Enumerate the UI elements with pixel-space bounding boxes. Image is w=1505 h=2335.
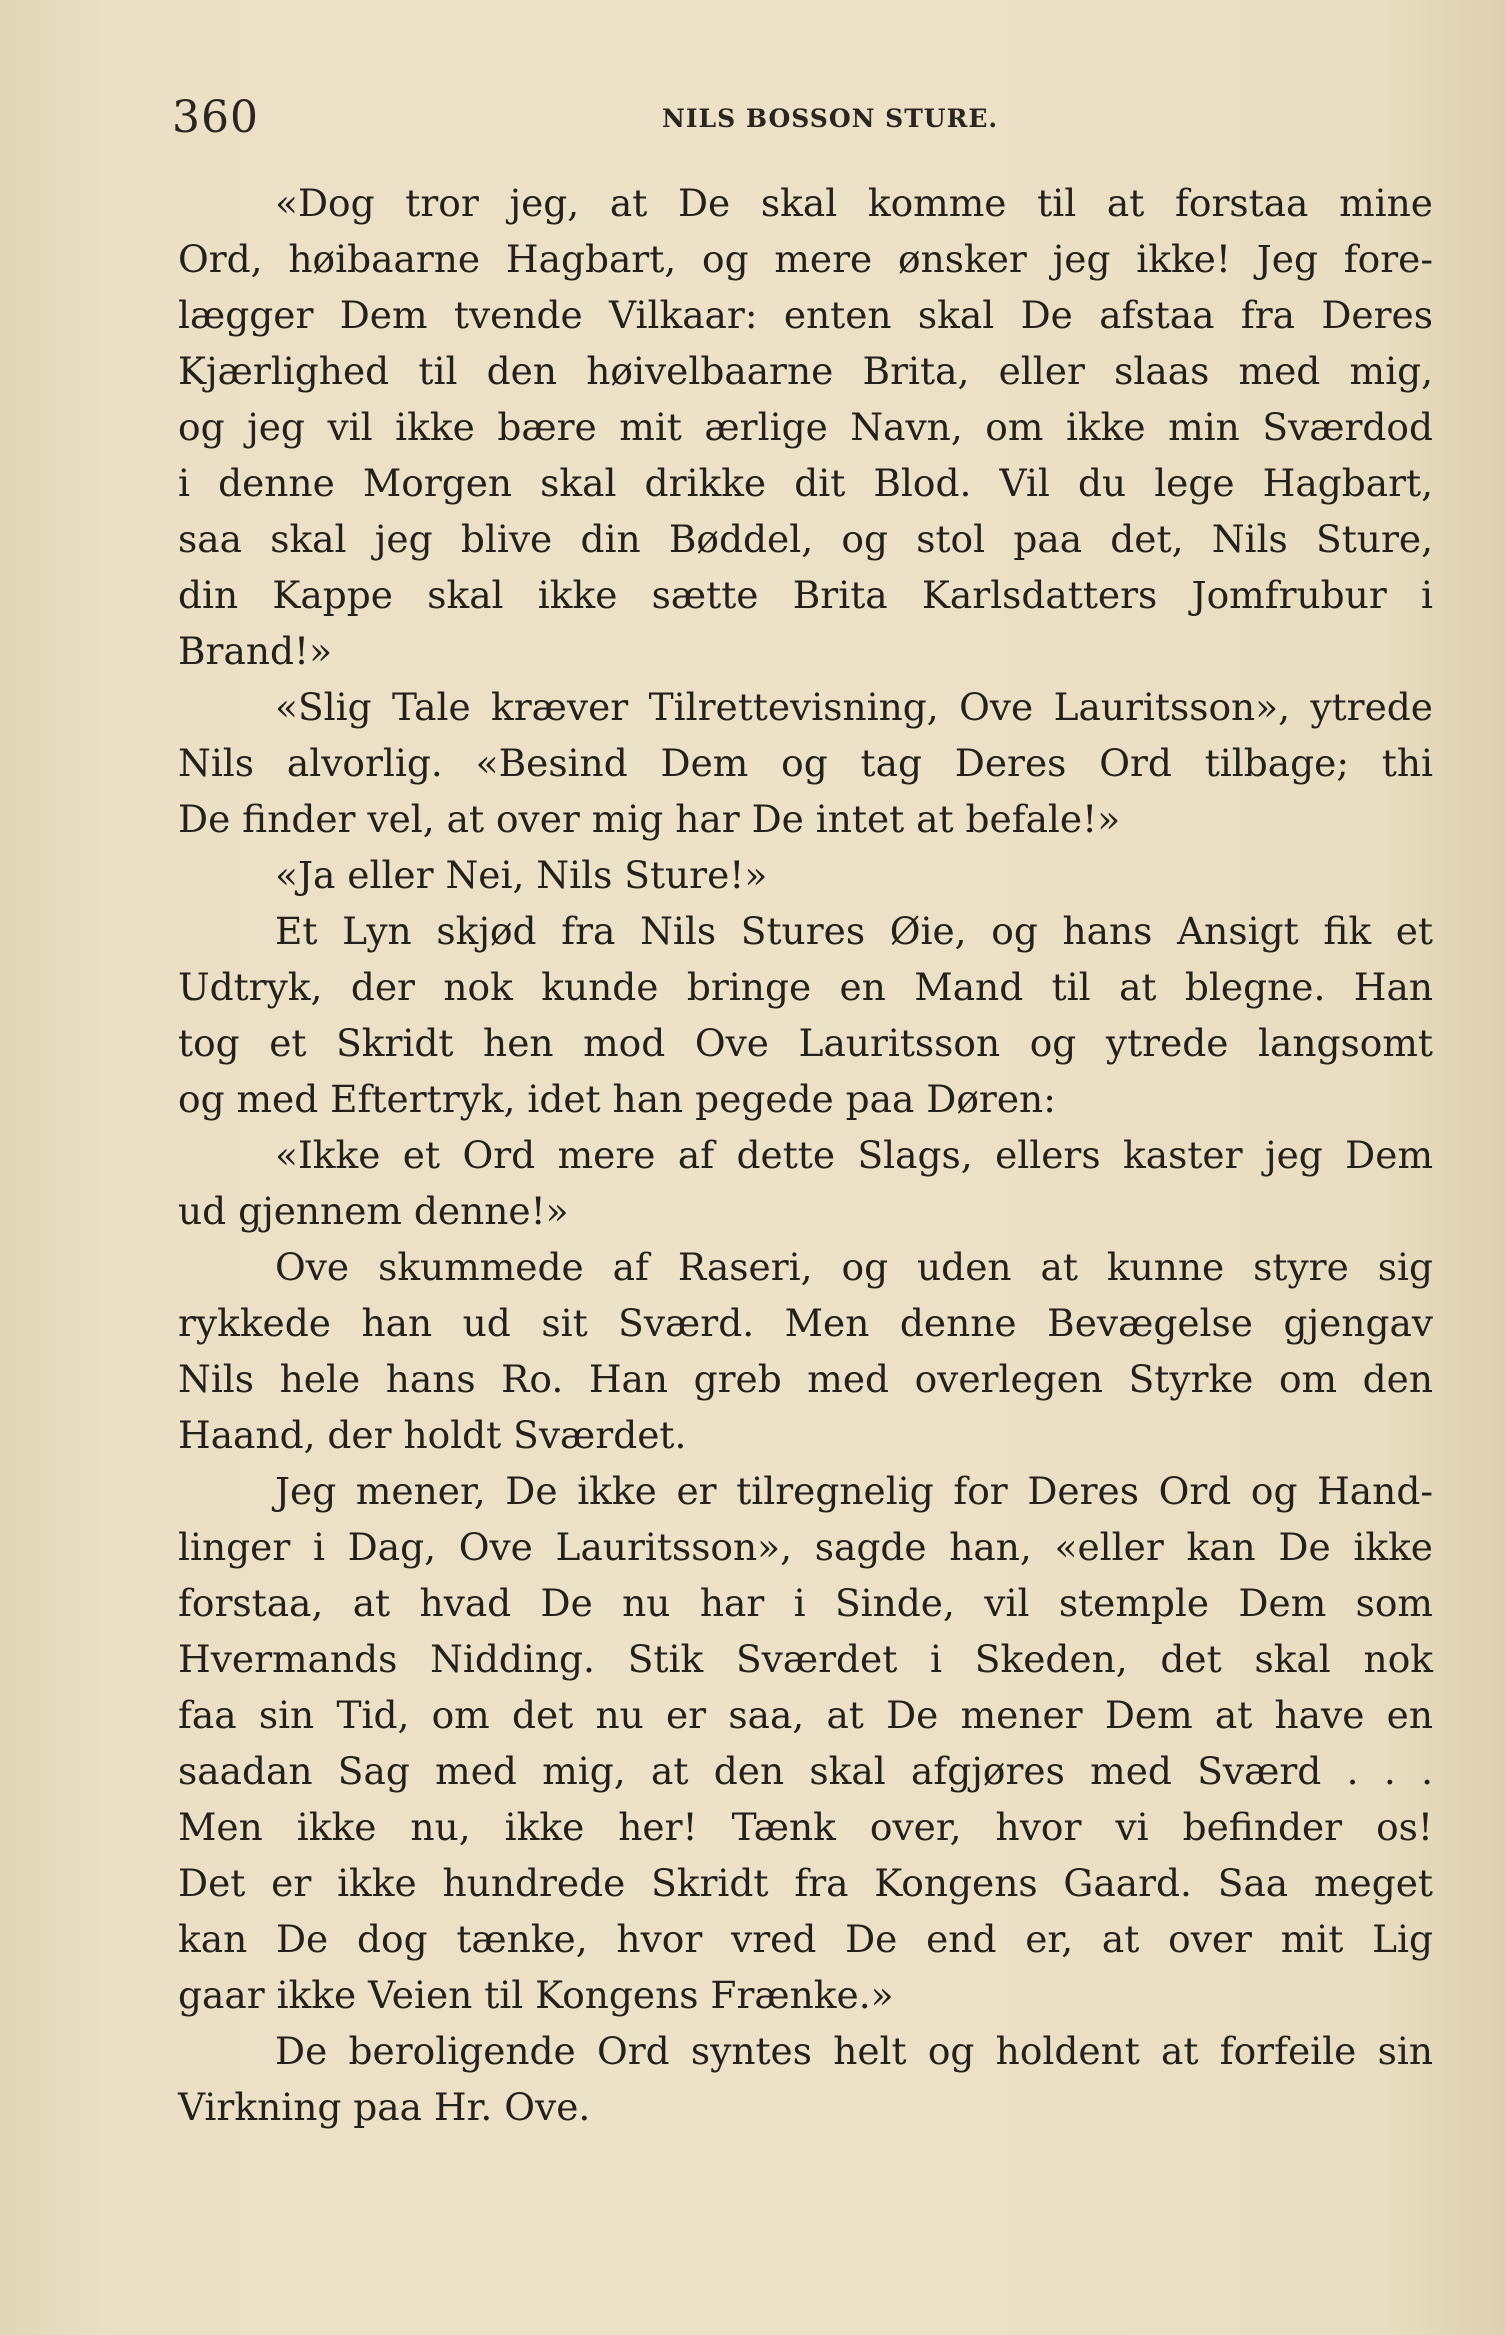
text-line: tog et Skridt hen mod Ove Lauritsson og ytrede langsomt xyxy=(178,1021,1433,1065)
text-line: faa sin Tid, om det nu er saa, at De mener Dem at have en xyxy=(178,1693,1433,1737)
text-line: De beroligende Ord syntes helt og holdent at forfeile sin xyxy=(275,2029,1433,2073)
text-line: forstaa, at hvad De nu har i Sinde, vil stemple Dem som xyxy=(178,1581,1433,1625)
text-line: linger i Dag, Ove Lauritsson», sagde han, «eller kan De ikke xyxy=(178,1525,1433,1569)
text-line: Nils hele hans Ro. Han greb med overlegen Styrke om den xyxy=(178,1357,1433,1401)
text-line: og med Eftertryk, idet han pegede paa Døren: xyxy=(178,1077,1056,1121)
text-line: De finder vel, at over mig har De intet at befale!» xyxy=(178,797,1121,841)
page-header xyxy=(172,92,1442,152)
text-line: Udtryk, der nok kunde bringe en Mand til at blegne. Han xyxy=(178,965,1433,1009)
text-line: rykkede han ud sit Sværd. Men denne Bevægelse gjengav xyxy=(178,1301,1433,1345)
text-line: og jeg vil ikke bære mit ærlige Navn, om ikke min Sværdod xyxy=(178,405,1433,449)
text-line: «Ja eller Nei, Nils Sture!» xyxy=(275,853,768,897)
text-line: Et Lyn skjød fra Nils Stures Øie, og hans Ansigt fik et xyxy=(275,909,1433,953)
body-text xyxy=(178,175,1433,2135)
text-line: saa skal jeg blive din Bøddel, og stol paa det, Nils Sture, xyxy=(178,517,1433,561)
text-line: saadan Sag med mig, at den skal afgjøres med Sværd . . . xyxy=(178,1749,1433,1793)
text-line: «Dog tror jeg, at De skal komme til at forstaa mine xyxy=(275,181,1433,225)
text-line: Ord, høibaarne Hagbart, og mere ønsker jeg ikke! Jeg fore- xyxy=(178,237,1433,281)
text-line: Men ikke nu, ikke her! Tænk over, hvor vi befinder os! xyxy=(178,1805,1433,1849)
text-line: Hvermands Nidding. Stik Sværdet i Skeden, det skal nok xyxy=(178,1637,1433,1681)
text-line: Brand!» xyxy=(178,629,333,673)
text-line: gaar ikke Veien til Kongens Frænke.» xyxy=(178,1973,894,2017)
page-number: 360 xyxy=(172,92,259,143)
text-line: Ove skummede af Raseri, og uden at kunne styre sig xyxy=(275,1245,1433,1289)
text-line: kan De dog tænke, hvor vred De end er, at over mit Lig xyxy=(178,1917,1433,1961)
text-line: i denne Morgen skal drikke dit Blod. Vil du lege Hagbart, xyxy=(178,461,1433,505)
text-line: Haand, der holdt Sværdet. xyxy=(178,1413,687,1457)
text-line: ud gjennem denne!» xyxy=(178,1189,569,1233)
text-line: «Slig Tale kræver Tilrettevisning, Ove Lauritsson», ytrede xyxy=(275,685,1433,729)
text-line: Virkning paa Hr. Ove. xyxy=(178,2085,591,2129)
text-line: Nils alvorlig. «Besind Dem og tag Deres Ord tilbage; thi xyxy=(178,741,1433,785)
text-line: Jeg mener, De ikke er tilregnelig for Deres Ord og Hand- xyxy=(275,1469,1433,1513)
text-line: Det er ikke hundrede Skridt fra Kongens Gaard. Saa meget xyxy=(178,1861,1433,1905)
text-line: «Ikke et Ord mere af dette Slags, ellers kaster jeg Dem xyxy=(275,1133,1433,1177)
text-line: lægger Dem tvende Vilkaar: enten skal De afstaa fra Deres xyxy=(178,293,1433,337)
running-head: NILS BOSSON STURE. xyxy=(662,104,999,133)
text-line: din Kappe skal ikke sætte Brita Karlsdatters Jomfrubur i xyxy=(178,573,1433,617)
text-line: Kjærlighed til den høivelbaarne Brita, eller slaas med mig, xyxy=(178,349,1433,393)
